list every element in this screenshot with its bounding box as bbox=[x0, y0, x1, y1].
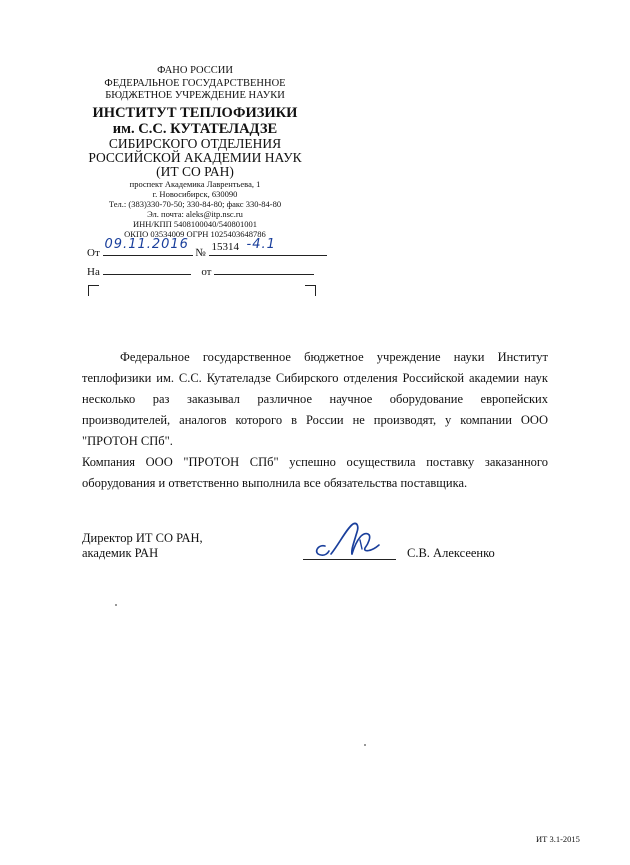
okpo-ogrn: ОКПО 03534009 ОГРН 1025403648786 bbox=[124, 229, 266, 239]
institute-abbr: (ИТ СО РАН) bbox=[156, 164, 234, 179]
institute-name-line2: им. С.С. КУТАТЕЛАДЗЕ bbox=[112, 121, 278, 137]
body-paragraph-1: Федеральное государственное бюджетное учреждение науки Институт теплофизики им. С.С. Кутателадзе Сибирского отделения Российской академии наук несколько раз заказывал различное научное оборудование европейских производителей, аналогов которого в России не производят, у компании ООО "ПРОТОН СПб". bbox=[82, 350, 548, 448]
corner-mark-right bbox=[305, 285, 316, 296]
to-label: На bbox=[87, 266, 100, 278]
from-label: От bbox=[87, 247, 100, 259]
address-line2: г. Новосибирск, 630090 bbox=[152, 189, 238, 199]
email: Эл. почта: aleks@itp.nsc.ru bbox=[147, 209, 243, 219]
branch-line1: СИБИРСКОГО ОТДЕЛЕНИЯ bbox=[108, 136, 282, 151]
number-field bbox=[209, 237, 327, 256]
agency-name: ФАНО РОССИИ bbox=[157, 65, 233, 76]
signer-position-line1: Директор ИТ СО РАН, bbox=[82, 531, 203, 545]
letter-body bbox=[82, 347, 548, 494]
institute-name-line1: ИНСТИТУТ ТЕПЛОФИЗИКИ bbox=[92, 105, 298, 121]
address-line1: проспект Академика Лаврентьева, 1 bbox=[129, 179, 261, 189]
incoming-reference bbox=[87, 262, 314, 278]
document-form-code: ИТ 3.1-2015 bbox=[536, 834, 580, 844]
signer-name: С.В. Алексеенко bbox=[407, 546, 495, 560]
corner-mark-left bbox=[88, 285, 99, 296]
org-type-line1: ФЕДЕРАЛЬНОЕ ГОСУДАРСТВЕННОЕ bbox=[104, 78, 286, 89]
reference-number: 15314 bbox=[211, 241, 240, 253]
incoming-number-field bbox=[103, 262, 191, 275]
handwritten-signature bbox=[305, 518, 395, 564]
incoming-date-field bbox=[214, 262, 314, 275]
signer-position bbox=[82, 531, 203, 561]
body-paragraph-2: Компания ООО "ПРОТОН СПб" успешно осуществила поставку заказанного оборудования и ответственно выполнила все обязательства поставщика. bbox=[82, 455, 548, 490]
handwritten-date: 09.11.2016 bbox=[104, 237, 189, 252]
branch-line2: РОССИЙСКОЙ АКАДЕМИИ НАУК bbox=[88, 150, 302, 165]
signer-position-line2: академик РАН bbox=[82, 546, 159, 560]
org-type-line2: БЮДЖЕТНОЕ УЧРЕЖДЕНИЕ НАУКИ bbox=[105, 90, 285, 101]
number-label: № bbox=[195, 247, 206, 259]
handwritten-number-suffix: -4.1 bbox=[246, 237, 276, 252]
scan-speck bbox=[115, 604, 117, 606]
inn-kpp: ИНН/КПП 5408100040/540801001 bbox=[133, 219, 257, 229]
phones: Тел.: (383)330-70-50; 330-84-80; факс 330-84-80 bbox=[108, 199, 282, 209]
outgoing-reference bbox=[87, 237, 327, 259]
date-field bbox=[103, 237, 193, 256]
scan-speck bbox=[364, 744, 366, 746]
from2-label: от bbox=[201, 266, 212, 278]
